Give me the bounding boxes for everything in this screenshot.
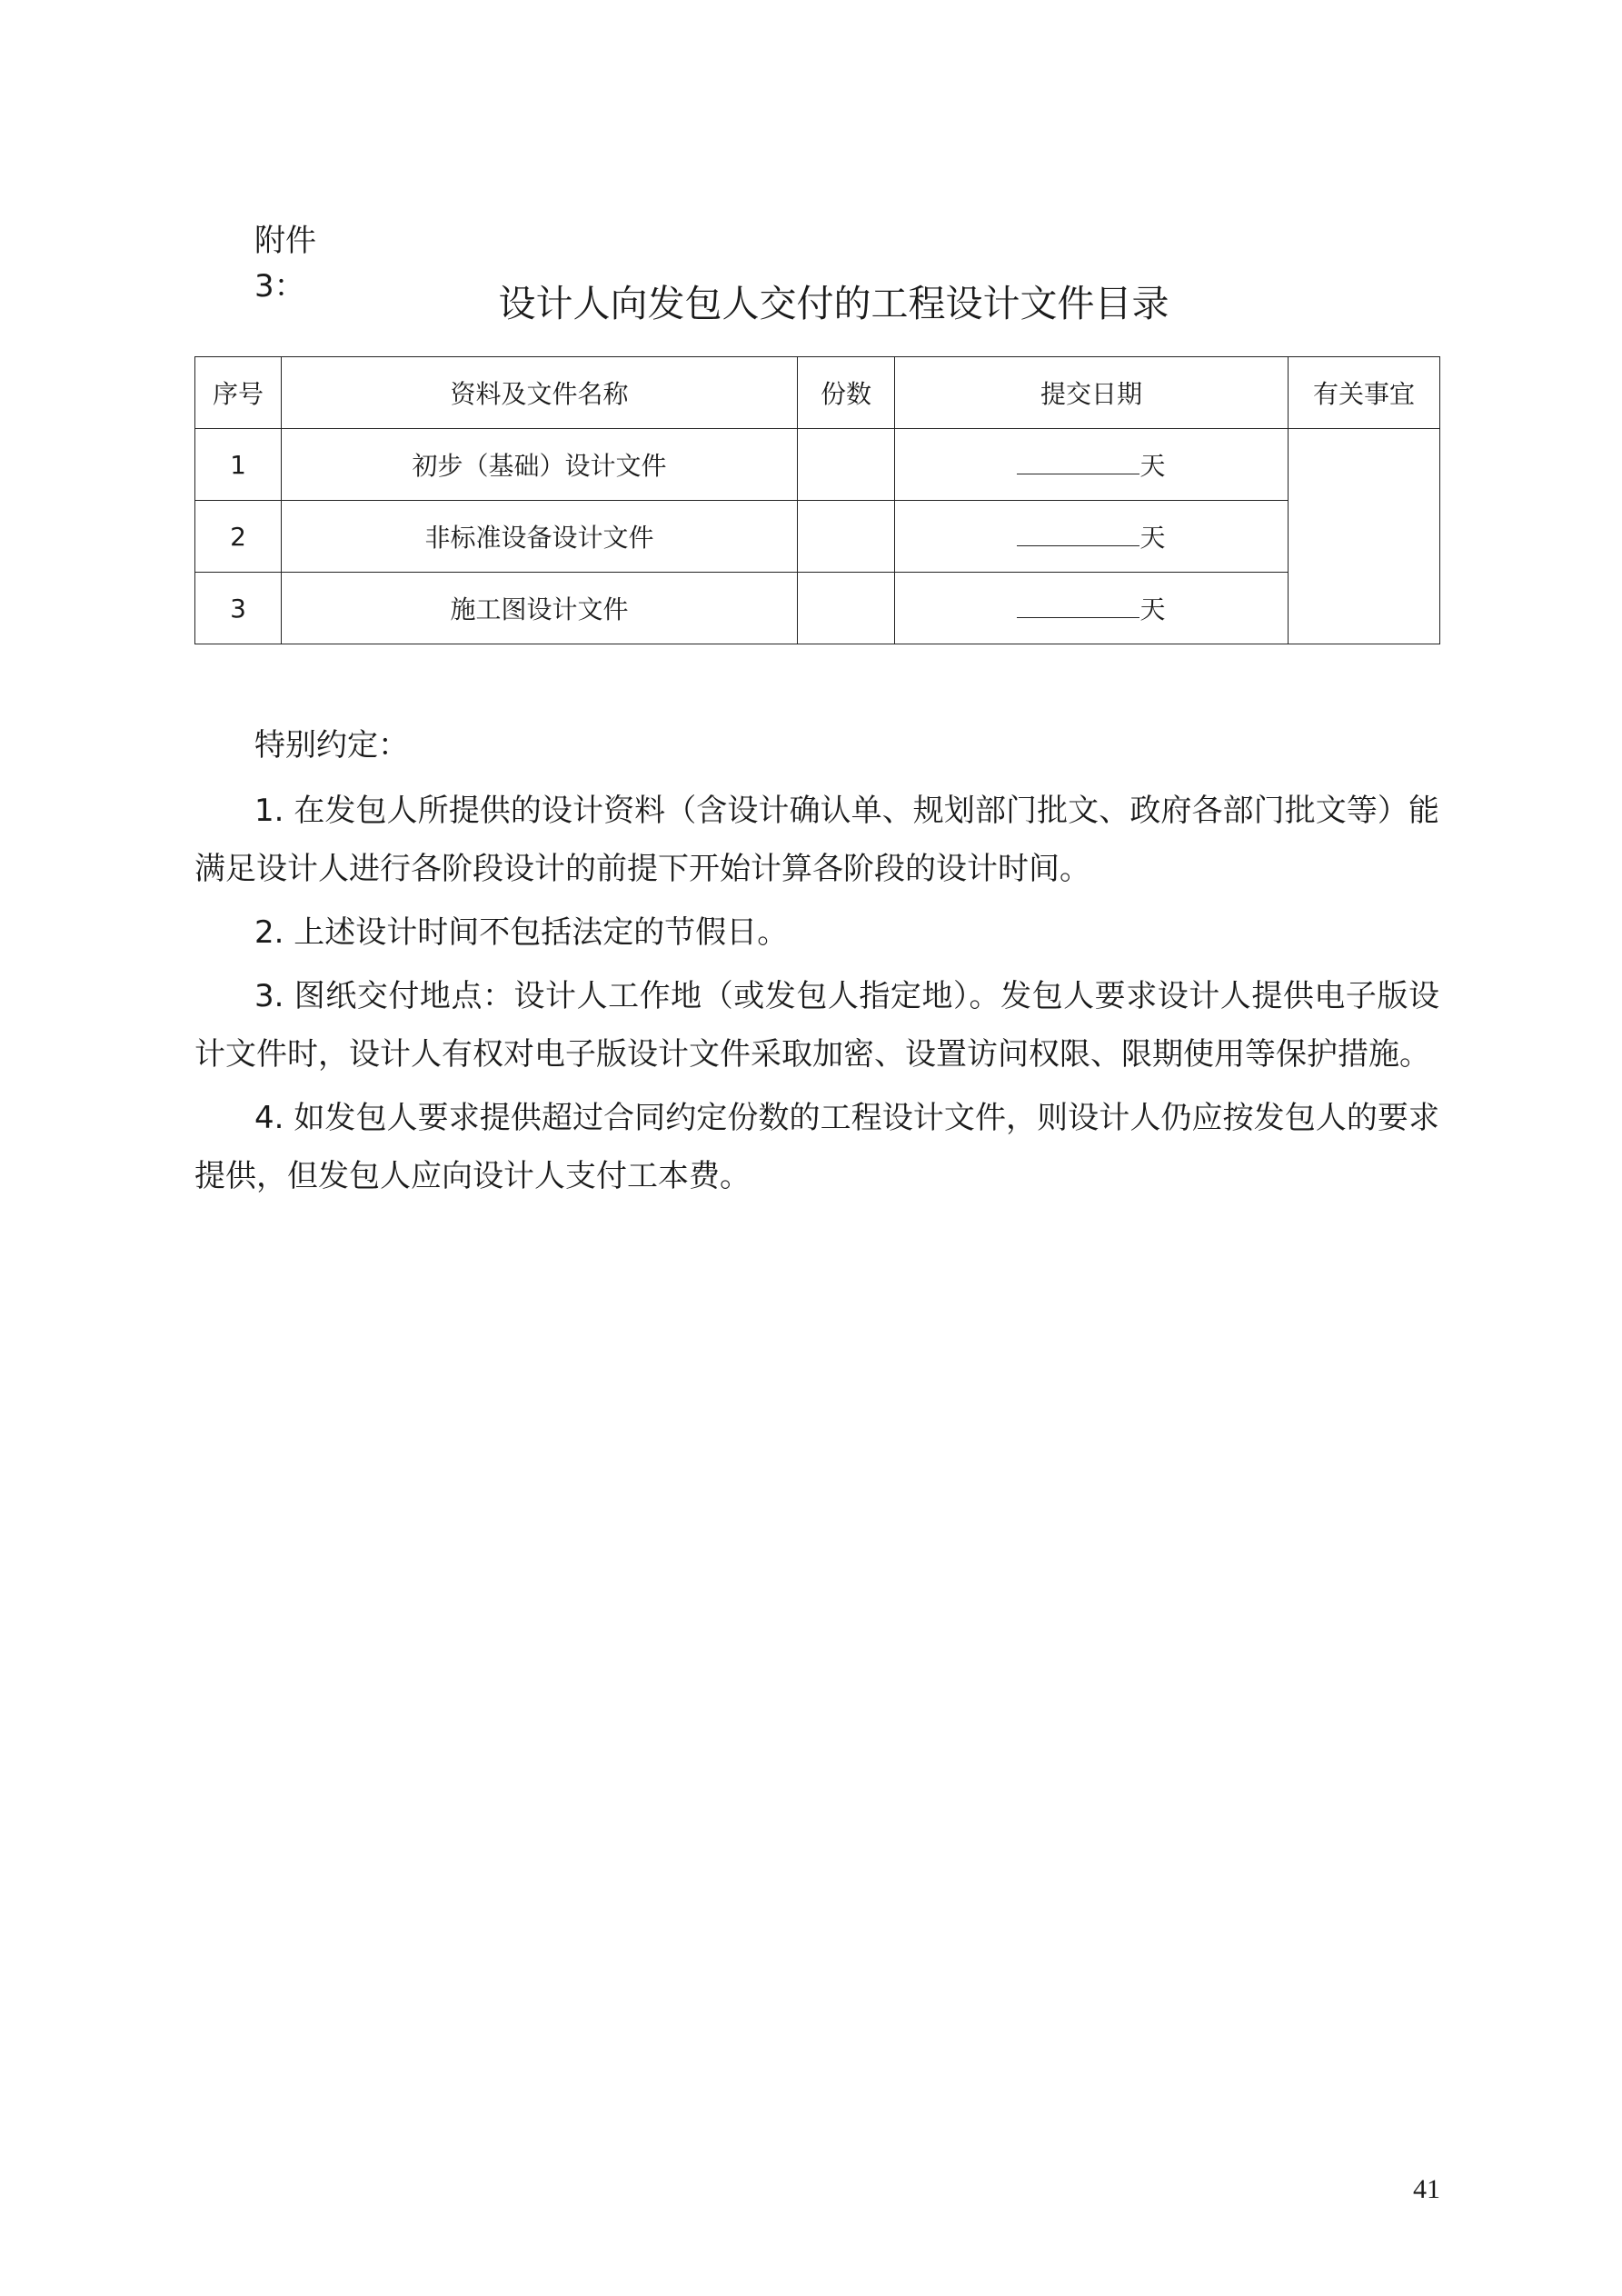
date-unit: 天 <box>1139 451 1166 481</box>
column-header-date: 提交日期 <box>895 357 1289 429</box>
attachment-label-line2: 3： <box>254 268 305 304</box>
row-number: 1 <box>195 429 282 501</box>
date-blank-line <box>1017 520 1139 546</box>
submit-date-cell <box>895 501 1289 573</box>
attachment-label-line1: 附件 <box>254 223 316 259</box>
remarks-cell <box>1289 429 1440 644</box>
clause-4: 4. 如发包人要求提供超过合同约定份数的工程设计文件，则设计人仍应按发包人的要求提供，但发包人应向设计人支付工本费。 <box>194 1100 1439 1194</box>
copies-cell <box>798 501 895 573</box>
copies-cell <box>798 429 895 501</box>
column-header-no: 序号 <box>195 357 282 429</box>
row-number: 2 <box>195 501 282 573</box>
table-row <box>195 501 1440 573</box>
deliverables-table <box>194 356 1440 644</box>
document-title: 设计人向发包人交付的工程设计文件目录 <box>498 282 1169 325</box>
submit-date-cell <box>895 573 1289 644</box>
column-header-copies: 份数 <box>798 357 895 429</box>
column-header-name: 资料及文件名称 <box>282 357 798 429</box>
date-unit: 天 <box>1139 523 1166 553</box>
date-blank-line <box>1017 592 1139 618</box>
submit-date-cell <box>895 429 1289 501</box>
clause-1: 1. 在发包人所提供的设计资料（含设计确认单、规划部门批文、政府各部门批文等）能满足设计人进行各阶段设计的前提下开始计算各阶段的设计时间。 <box>194 793 1439 887</box>
table-row <box>195 573 1440 644</box>
date-unit: 天 <box>1139 594 1166 624</box>
clause-3: 3. 图纸交付地点：设计人工作地（或发包人指定地）。发包人要求设计人提供电子版设计文件时，设计人有权对电子版设计文件采取加密、设置访问权限、限期使用等保护措施。 <box>194 978 1439 1073</box>
special-terms-heading: 特别约定： <box>254 727 409 764</box>
file-name: 非标准设备设计文件 <box>282 501 798 573</box>
date-blank-line <box>1017 448 1139 474</box>
table-row <box>195 429 1440 501</box>
special-terms-list <box>194 782 1439 1211</box>
copies-cell <box>798 573 895 644</box>
table-header-row <box>195 357 1440 429</box>
file-name: 施工图设计文件 <box>282 573 798 644</box>
file-name: 初步（基础）设计文件 <box>282 429 798 501</box>
row-number: 3 <box>195 573 282 644</box>
clause-2: 2. 上述设计时间不包括法定的节假日。 <box>254 914 789 951</box>
page-number: 41 <box>1413 2174 1440 2204</box>
column-header-remarks: 有关事宜 <box>1289 357 1440 429</box>
